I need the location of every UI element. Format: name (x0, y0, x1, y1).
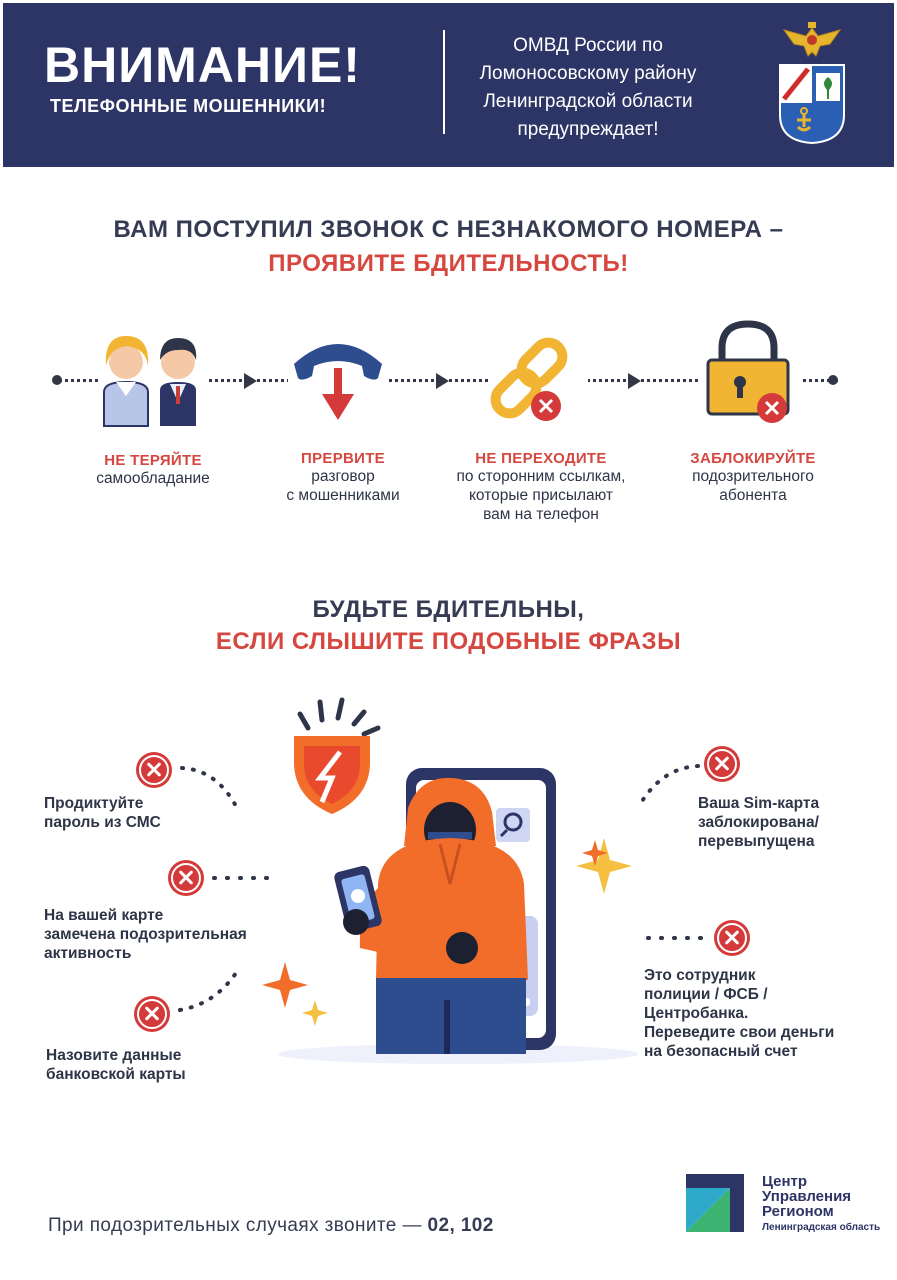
call-heading-line1: ВАМ ПОСТУПИЛ ЗВОНОК С НЕЗНАКОМОГО НОМЕРА – (113, 216, 784, 243)
eagle-emblem-icon (780, 22, 844, 62)
step-desc: по сторонним ссылкам, (456, 468, 626, 485)
step-hang-up (238, 450, 448, 505)
hotline-numbers: 02, 102 (427, 1215, 494, 1236)
org-line: предупреждает! (517, 119, 659, 140)
warning-x-icon (714, 920, 750, 956)
step-title: НЕ ПЕРЕХОДИТЕ (475, 450, 607, 467)
warning-x-icon (168, 860, 204, 896)
step-desc: разговор (311, 468, 375, 485)
warning-x-icon (134, 996, 170, 1032)
phrase-line: активность (44, 945, 132, 962)
hang-up-phone-icon (288, 334, 388, 430)
header-organization (463, 32, 713, 144)
phrases-heading-line1: БУДЬТЕ БДИТЕЛЬНЫ, (312, 596, 585, 623)
dotted-connector (642, 930, 712, 946)
phrase-sim-blocked (698, 794, 819, 851)
phrase-line: Переведите свои деньги (644, 1024, 835, 1041)
timeline-dot (828, 375, 838, 385)
phrase-line: банковской карты (46, 1066, 186, 1083)
dotted-connector (176, 964, 246, 1016)
phrase-card-data (46, 1046, 186, 1084)
timeline-arrow-icon (628, 373, 641, 389)
header-subtitle: ТЕЛЕФОННЫЕ МОШЕННИКИ! (50, 96, 327, 116)
footer-hotline-text: При подозрительных случаях звоните — (48, 1215, 428, 1236)
district-coat-of-arms-icon (778, 63, 846, 145)
logo-region: Ленинградская область (762, 1222, 881, 1233)
phrase-line: Назовите данные (46, 1047, 182, 1064)
step-desc: абонента (719, 487, 787, 504)
call-heading-line2: ПРОЯВИТЕ БДИТЕЛЬНОСТЬ! (268, 250, 629, 277)
warning-x-icon (704, 746, 740, 782)
logo-line: Центр (762, 1173, 808, 1190)
step-desc: которые присылают (468, 487, 614, 504)
phrases-heading-line2: ЕСЛИ СЛЫШИТЕ ПОДОБНЫЕ ФРАЗЫ (215, 628, 682, 655)
phrase-fake-official (644, 966, 834, 1061)
dotted-connector (210, 870, 276, 886)
logo-line: Регионом (762, 1203, 834, 1220)
org-line: Ленинградской области (483, 91, 693, 112)
phrase-line: на безопасный счет (644, 1043, 798, 1060)
header-title: ВНИМАНИЕ! (44, 37, 361, 93)
header-divider (443, 30, 445, 134)
dotted-connector (630, 758, 704, 814)
step-desc: подозрительного (692, 468, 814, 485)
logo-wordmark (762, 1174, 851, 1219)
step-keep-calm (48, 452, 258, 488)
people-icon (98, 326, 208, 430)
step-title: НЕ ТЕРЯЙТЕ (104, 452, 202, 469)
phrase-line: На вашей карте (44, 907, 164, 924)
phrase-line: замечена подозрительная (44, 926, 247, 943)
phrase-line: полиции / ФСБ / (644, 986, 768, 1003)
phrase-line: Это сотрудник (644, 967, 756, 984)
phrase-line: пароль из СМС (44, 814, 161, 831)
fraudster-illustration (258, 690, 648, 1070)
step-title: ЗАБЛОКИРУЙТЕ (690, 450, 816, 467)
step-block (648, 450, 858, 505)
timeline-arrow-icon (244, 373, 257, 389)
warning-x-icon (136, 752, 172, 788)
phrase-line: перевыпущена (698, 833, 815, 850)
step-desc: вам на телефон (483, 506, 599, 523)
broken-link-icon (488, 334, 588, 430)
org-line: Ломоносовскому району (479, 63, 697, 84)
footer-hotline (48, 1215, 494, 1237)
phrase-line: Ваша Sim-карта (698, 795, 820, 812)
phrase-line: Центробанка. (644, 1005, 749, 1022)
phrase-suspicious-activity (44, 906, 247, 963)
padlock-icon (700, 320, 800, 428)
region-center-logo-icon (686, 1170, 748, 1232)
logo-line: Управления (762, 1188, 852, 1205)
step-title: ПРЕРВИТЕ (301, 450, 385, 467)
step-no-links (436, 450, 646, 524)
phrase-line: Продиктуйте (44, 795, 144, 812)
dotted-connector (178, 760, 244, 814)
timeline-arrow-icon (436, 373, 449, 389)
phrase-sms-password (44, 794, 161, 832)
org-line: ОМВД России по (513, 35, 663, 56)
step-desc: с мошенниками (286, 487, 400, 504)
timeline-dot (52, 375, 62, 385)
step-desc: самообладание (96, 470, 210, 487)
phrase-line: заблокирована/ (698, 814, 819, 831)
